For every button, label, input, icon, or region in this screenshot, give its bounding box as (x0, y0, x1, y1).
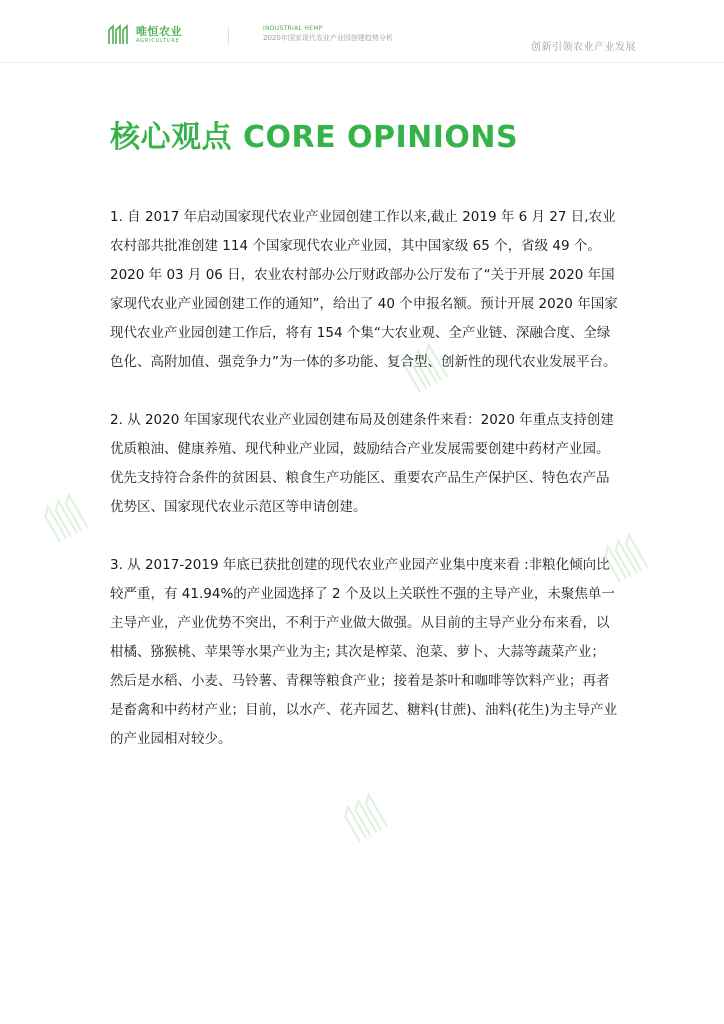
report-subtitle-en: INDUSTRIAL HEMP (263, 25, 323, 32)
opinion-paragraph-2: 2. 从 2020 年国家现代农业产业园创建布局及创建条件来看：2020 年重点支持创建优质粮油、健康养殖、现代种业产业园，鼓励结合产业发展需要创建中药材产业园。优先支持符合条件的贫困县、粮食生产功能区、重要农产品生产保护区、特色农产品优势区、国家现代农业示范区等申请创建。 (110, 412, 614, 515)
company-logo (107, 24, 182, 46)
page-title: 核心观点 CORE OPINIONS (110, 120, 519, 155)
header-divider (228, 28, 229, 44)
opinion-paragraph-3: 3. 从 2017-2019 年底已获批创建的现代农业产业园产业集中度来看 :非粮化倾向比较严重，有 41.94%的产业园选择了 2 个及以上关联性不强的主导产业，未聚焦单一主导产业，产业优势不突出，不利于产业做大做强。从目前的主导产业分布来看，以柑橘、猕猴桃、苹果等水果产业为主; 其次是榨菜、泡菜、萝卜、大蒜等蔬菜产业；然后是水稻、小麦、马铃薯、青稞等粮食产业；接着是茶叶和咖啡等饮料产业；再者是畜禽和中药材产业；目前，以水产、花卉园艺、糖料(甘蔗)、油料(花生)为主导产业的产业园相对较少。 (110, 557, 618, 747)
header-slogan: 创新引领农业产业发展 (531, 42, 636, 53)
report-subtitle (263, 26, 393, 42)
opinion-paragraph-1: 1. 自 2017 年启动国家现代农业产业园创建工作以来,截止 2019 年 6 月 27 日,农业农村部共批准创建 114 个国家现代农业产业园，其中国家级 65 个，省级 49 个。2020 年 03 月 06 日，农业农村部办公厅财政部办公厅发布了“关于开展 2020 年国家现代农业产业园创建工作的通知”，给出了 40 个申报名额。预计开展 2020 年国家现代农业产业园创建工作后，将有 154 个集“大农业观、全产业链、深融合度、全绿色化、高附加值、强竞争力”为一体的多功能、复合型、创新性的现代农业发展平台。 (110, 209, 618, 370)
report-subtitle-cn: 2020年国家现代农业产业园创建趋势分析 (263, 34, 393, 42)
logo-name-en: AGRICULTURE (136, 38, 180, 44)
header-rule (0, 62, 724, 63)
main-content (110, 203, 618, 783)
logo-name-cn: 唯恒农业 (136, 25, 182, 38)
page-header (0, 0, 724, 62)
wheat-logo-icon (107, 24, 131, 46)
